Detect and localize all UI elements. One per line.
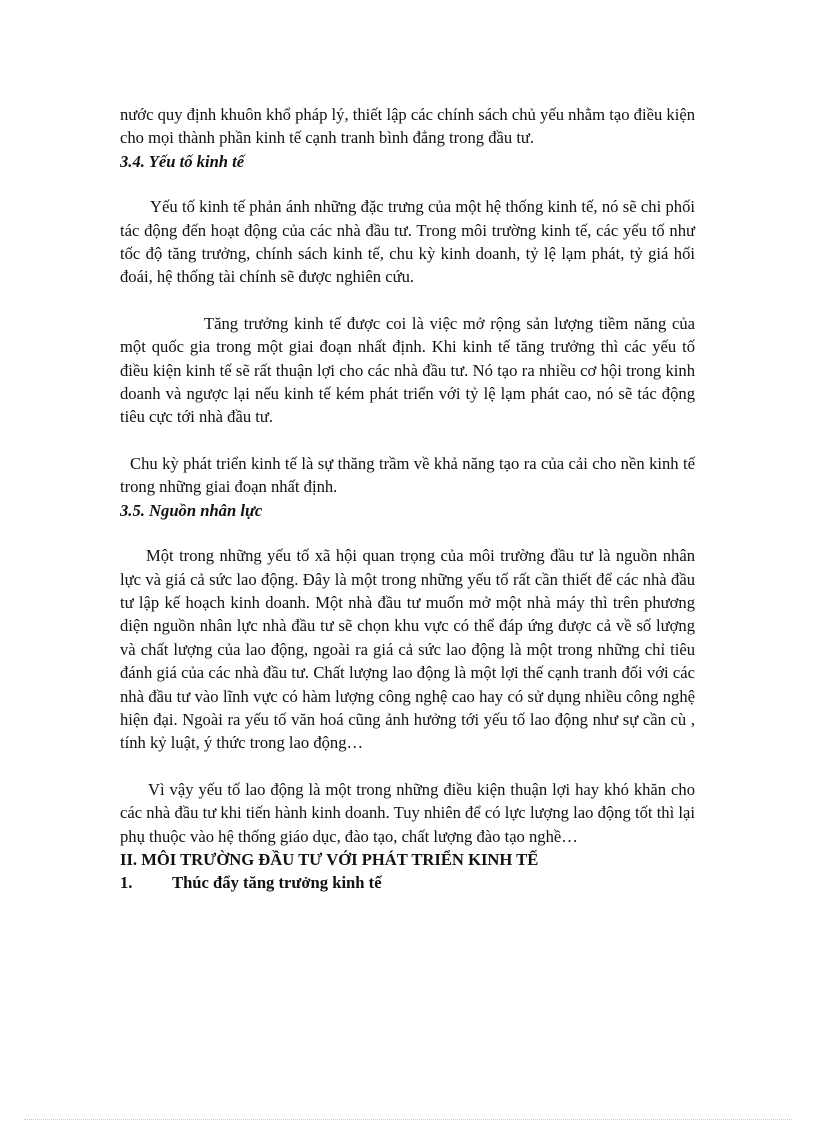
chapter-heading-II: II. MÔI TRƯỜNG ĐẦU TƯ VỚI PHÁT TRIỂN KINH TẾ: [120, 849, 539, 869]
paragraph-economic-cycle: Chu kỳ phát triển kinh tế là sự thăng trầm về khả năng tạo ra của cải cho nền kinh tế trong những giai đoạn nhất định.: [120, 453, 695, 497]
section-heading-3-5: 3.5. Nguồn nhân lực: [120, 500, 263, 520]
paragraph-human-resources: Một trong những yếu tố xã hội quan trọng của môi trường đầu tư là nguồn nhân lực và giá cả sức lao động. Đây là một trong những yếu tố rất cần thiết để các nhà đầu tư lập kế hoạch kinh doanh. Một nhà đầu tư muốn mở một nhà máy thì trên phương diện nguồn nhân lực nhà đầu tư sẽ chọn khu vực có thể đáp ứng được cả về số lượng và chất lượng của lao động, ngoài ra giá cả sức lao động là một trong những chỉ tiêu đánh giá của các nhà đầu tư. Chất lượng lao động là một lợi thế cạnh tranh đối với các nhà đầu tư vào lĩnh vực có hàm lượng công nghệ cao hay có sử dụng nhiều công nghệ hiện đại. Ngoài ra yếu tố văn hoá cũng ảnh hưởng tới yếu tố lao động như sự cần cù , tính kỷ luật, ý thức trong lao động…: [120, 546, 695, 753]
intro-paragraph: nước quy định khuôn khổ pháp lý, thiết lập các chính sách chủ yếu nhằm tạo điều kiện cho mọi thành phần kinh tế cạnh tranh bình đẳng trong đầu tư.: [120, 105, 695, 148]
document-body: [120, 103, 695, 895]
subsection-number: 1.: [120, 873, 133, 893]
paragraph-economic-factor: Yếu tố kinh tế phản ánh những đặc trưng của một hệ thống kinh tế, nó sẽ chi phối tác động đến hoạt động của các nhà đầu tư. Trong môi trường kinh tế, các yếu tố như tốc độ tăng trưởng, chính sách kinh tế, chu kỳ kinh doanh, tỷ lệ lạm phát, tỷ giá hối đoái, hệ thống tài chính sẽ được nghiên cứu.: [120, 197, 695, 287]
page-bottom-divider: [24, 1119, 792, 1120]
subsection-title: Thúc đẩy tăng trưởng kinh tế: [172, 873, 382, 893]
subsection-heading-1: [120, 871, 695, 894]
paragraph-labor-factor: Vì vậy yếu tố lao động là một trong những điều kiện thuận lợi hay khó khăn cho các nhà đầu tư khi tiến hành kinh doanh. Tuy nhiên để có lực lượng lao động tốt thì lại phụ thuộc vào hệ thống giáo dục, đào tạo, chất lượng đào tạo nghề…: [120, 779, 695, 846]
paragraph-economic-growth: Tăng trưởng kinh tế được coi là việc mở rộng sản lượng tiềm năng của một quốc gia trong một giai đoạn nhất định. Khi kinh tế tăng trưởng thì các yếu tố điều kiện kinh tế sẽ rất thuận lợi cho các nhà đầu tư. Nó tạo ra nhiều cơ hội trong kinh doanh và ngược lại nếu kinh tế kém phát triển với tỷ lệ lạm phát cao, nó sẽ tác động tiêu cực tới nhà đầu tư.: [120, 313, 695, 427]
section-heading-3-4: 3.4. Yếu tố kinh tế: [120, 151, 245, 171]
